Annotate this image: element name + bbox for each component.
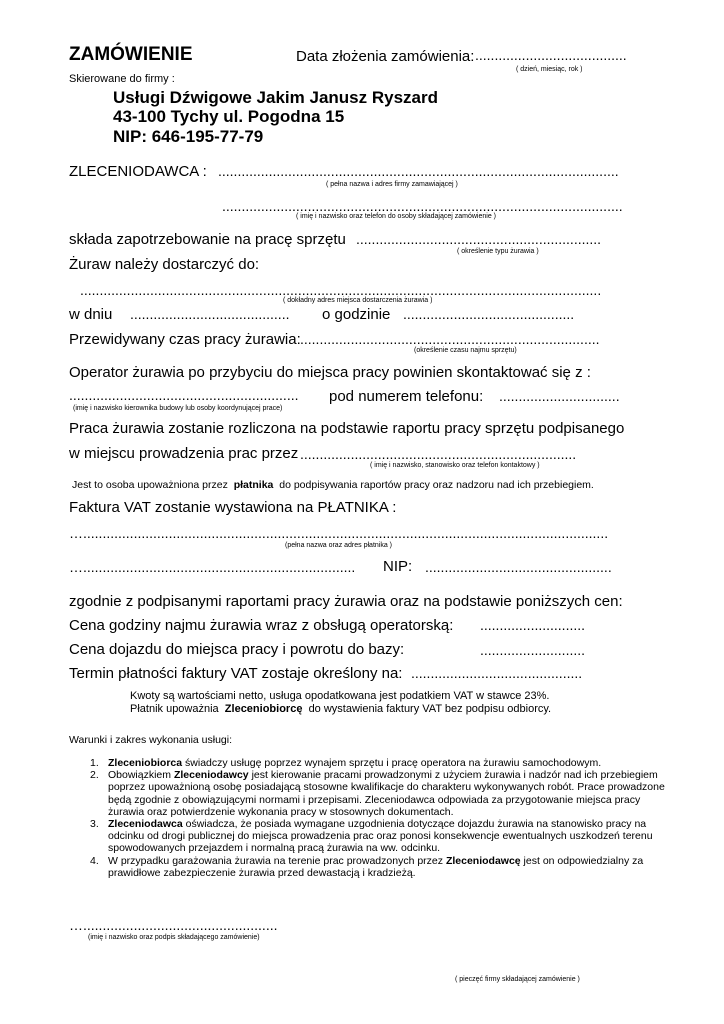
signature-hint: (imię i nazwisko oraz podpis składającego zamówienie)	[88, 934, 260, 941]
condition-item: 1. Zleceniobiorca świadczy usługę poprzez wynajem sprzętu i pracę operatora na żurawiu samochodowym.	[90, 757, 602, 769]
delivery-label: Żuraw należy dostarczyć do:	[69, 256, 260, 273]
payer-nip-field[interactable]: ................................................	[425, 559, 612, 575]
recipient-nip: NIP: 646-195-77-79	[113, 127, 264, 146]
date-field[interactable]: .......................................	[475, 47, 627, 63]
delivery-day-field[interactable]: .........................................	[130, 306, 290, 322]
duration-hint: (określenie czasu najmu sprzętu)	[414, 347, 517, 354]
contact-label: Operator żurawia po przybyciu do miejsca pracy powinien skontaktować się z :	[69, 364, 591, 381]
client-contact-field[interactable]: .......................................................................................................	[222, 198, 623, 214]
payer-nip-label: NIP:	[383, 558, 413, 575]
equipment-field[interactable]: ...............................................................	[356, 231, 602, 247]
date-hint: ( dzień, miesiąc, rok )	[516, 66, 583, 73]
travel-price-field[interactable]: ...........................	[480, 642, 586, 658]
contact-phone-field[interactable]: ...............................	[499, 388, 620, 404]
recipient-company: Usługi Dźwigowe Jakim Janusz Ryszard	[113, 88, 438, 107]
duration-label: Przewidywany czas pracy żurawia:	[69, 331, 301, 348]
payment-term-label: Termin płatności faktury VAT zostaje określony na:	[69, 665, 403, 682]
payer-address-field[interactable]: …......................................................................	[69, 559, 356, 575]
settlement-line2: w miejscu prowadzenia prac przez	[69, 445, 299, 462]
date-label: Data złożenia zamówienia:	[296, 48, 475, 65]
pricing-intro: zgodnie z podpisanymi raportami pracy żurawia oraz na podstawie poniższych cen:	[69, 593, 623, 610]
invoice-label: Faktura VAT zostanie wystawiona na PŁATNIKA :	[69, 499, 397, 516]
travel-price-label: Cena dojazdu do miejsca pracy i powrotu do bazy:	[69, 641, 405, 658]
client-label: ZLECENIODAWCA :	[69, 163, 207, 180]
equipment-label: składa zapotrzebowanie na pracę sprzętu	[69, 231, 346, 248]
stamp-hint: ( pieczęć firmy składającej zamówienie )	[455, 976, 580, 983]
vat-note: Kwoty są wartościami netto, usługa opodatkowana jest podatkiem VAT w stawce 23%.	[130, 690, 550, 702]
contact-person-field[interactable]: ...........................................................	[69, 387, 299, 403]
document-title: ZAMÓWIENIE	[69, 44, 193, 65]
hourly-price-field[interactable]: ...........................	[480, 617, 586, 633]
settlement-note: Jest to osoba upoważniona przez płatnika do podpisywania raportów pracy oraz nadzoru nad ich przebiegiem.	[72, 479, 594, 491]
signature-field[interactable]: …..................................................	[69, 917, 278, 933]
payment-term-field[interactable]: ............................................	[411, 665, 583, 681]
delivery-address-field[interactable]: ......................................................................................................................................	[80, 282, 602, 298]
delivery-hour-label: o godzinie	[322, 306, 391, 323]
recipient-address: 43-100 Tychy ul. Pogodna 15	[113, 107, 345, 126]
delivery-address-hint: ( dokładny adres miejsca dostarczenia żurawia )	[283, 297, 433, 304]
contact-phone-label: pod numerem telefonu:	[329, 388, 484, 405]
payer-name-field[interactable]: ….......................................................................................................................................	[69, 525, 609, 541]
client-contact-hint: ( imię i nazwisko oraz telefon do osoby składającej zamówienie )	[296, 213, 496, 220]
settlement-signer-field[interactable]: .......................................................................	[300, 446, 577, 462]
condition-item: 3. Zleceniodawca oświadcza, że posiada wymagane uzgodnienia dotyczące dojazdu żurawia na stanowisko pracy na odcinku od drogi publicznej do miejsca prowadzenia prac oraz ponosi konsekwencje ewentualnych uszkodzeń terenu spowodowanych przejazdem i normalną pracą żurawia na ww. odcinku.	[90, 818, 653, 855]
condition-item: 4. W przypadku garażowania żurawia na terenie prac prowadzonych przez Zleceniodawcę jest on odpowiedzialny za prawidłowe zabezpieczenie żurawia przed dewastacją i kradzieżą.	[90, 854, 644, 879]
equipment-hint: ( określenie typu żurawia )	[457, 248, 539, 255]
recipient-label: Skierowane do firmy :	[69, 73, 175, 85]
conditions-list	[90, 757, 670, 879]
delivery-hour-field[interactable]: ............................................	[403, 306, 575, 322]
duration-field[interactable]: .............................................................................	[300, 331, 600, 347]
invoice-authorization-note: Płatnik upoważnia Zleceniobiorcę do wystawienia faktury VAT bez podpisu odbiorcy.	[130, 703, 552, 715]
condition-item: 2. Obowiązkiem Zleceniodawcy jest kierowanie pracami prowadzonymi z użyciem żurawia i nadzór nad ich przebiegiem poprzez upoważnioną osobę posiadającą stosowne kwalifikacje do charakteru wykonywanych robót. Prace prowadzone będą zgodnie z obowiązującymi normami i przepisami. Zleceniodawca odpowiada za przygotowanie miejsca pracy żurawia oraz potwierdzenie wykonania pracy w stosownych dokumentach.	[90, 769, 665, 818]
conditions-heading: Warunki i zakres wykonania usługi:	[69, 734, 233, 746]
delivery-day-label: w dniu	[69, 306, 113, 323]
settlement-signer-hint: ( imię i nazwisko, stanowisko oraz telefon kontaktowy )	[370, 462, 540, 469]
client-name-hint: ( pełna nazwa i adres firmy zamawiającej )	[326, 181, 458, 188]
client-name-field[interactable]: .......................................................................................................	[218, 163, 619, 179]
payer-name-hint: (pełna nazwa oraz adres płatnika )	[285, 542, 393, 549]
settlement-line1: Praca żurawia zostanie rozliczona na podstawie raportu pracy sprzętu podpisanego	[69, 420, 625, 437]
contact-person-hint: (imię i nazwisko kierownika budowy lub osoby koordynującej prace)	[73, 405, 283, 412]
hourly-price-label: Cena godziny najmu żurawia wraz z obsługą operatorską:	[69, 617, 454, 634]
